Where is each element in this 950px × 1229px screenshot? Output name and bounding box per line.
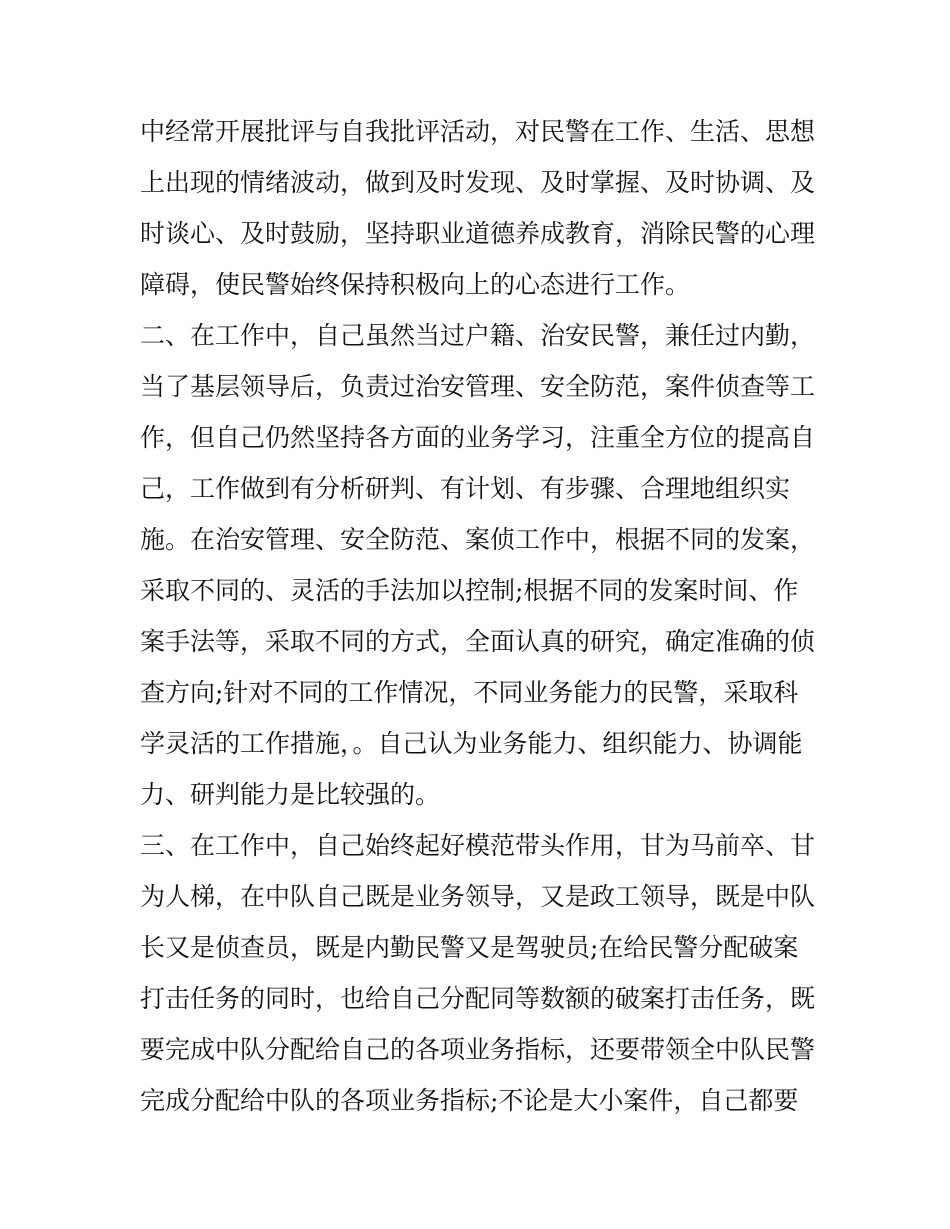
text-line: 二、在工作中，自己虽然当过户籍、治安民警，兼任过内勤， xyxy=(140,321,816,350)
text-line: 完成分配给中队的各项业务指标;不论是大小案件，自己都要 xyxy=(140,1086,799,1115)
text-line: 查方向;针对不同的工作情况，不同业务能力的民警，采取科 xyxy=(140,678,799,707)
text-line: 案手法等，采取不同的方式，全面认真的研究，确定准确的侦 xyxy=(140,627,816,656)
text-line: 施。在治安管理、安全防范、案侦工作中，根据不同的发案， xyxy=(140,525,816,554)
text-line: 三、在工作中，自己始终起好模范带头作用，甘为马前卒、甘 xyxy=(140,831,816,860)
text-line: 己，工作做到有分析研判、有计划、有步骤、合理地组织实 xyxy=(140,474,791,503)
text-line: 力、研判能力是比较强的。 xyxy=(140,780,441,809)
text-line: 当了基层领导后，负责过治安管理、安全防范，案件侦查等工 xyxy=(140,372,816,401)
text-line: 为人梯，在中队自己既是业务领导，又是政工领导，既是中队 xyxy=(140,882,816,911)
text-line: 采取不同的、灵活的手法加以控制;根据不同的发案时间、作 xyxy=(140,576,799,605)
text-line: 时谈心、及时鼓励，坚持职业道德养成教育，消除民警的心理 xyxy=(140,219,816,248)
text-line: 长又是侦查员，既是内勤民警又是驾驶员;在给民警分配破案 xyxy=(140,933,799,962)
text-line: 中经常开展批评与自我批评活动，对民警在工作、生活、思想 xyxy=(140,117,816,146)
text-line: 障碍，使民警始终保持积极向上的心态进行工作。 xyxy=(140,270,691,299)
text-line: 作，但自己仍然坚持各方面的业务学习，注重全方位的提高自 xyxy=(140,423,816,452)
body-text xyxy=(140,106,820,1126)
text-line: 学灵活的工作措施，。自己认为业务能力、组织能力、协调能 xyxy=(140,729,803,758)
text-line: 要完成中队分配给自己的各项业务指标，还要带领全中队民警 xyxy=(140,1035,816,1064)
text-line: 上出现的情绪波动，做到及时发现、及时掌握、及时协调、及 xyxy=(140,168,816,197)
text-line: 打击任务的同时，也给自己分配同等数额的破案打击任务，既 xyxy=(140,984,816,1013)
